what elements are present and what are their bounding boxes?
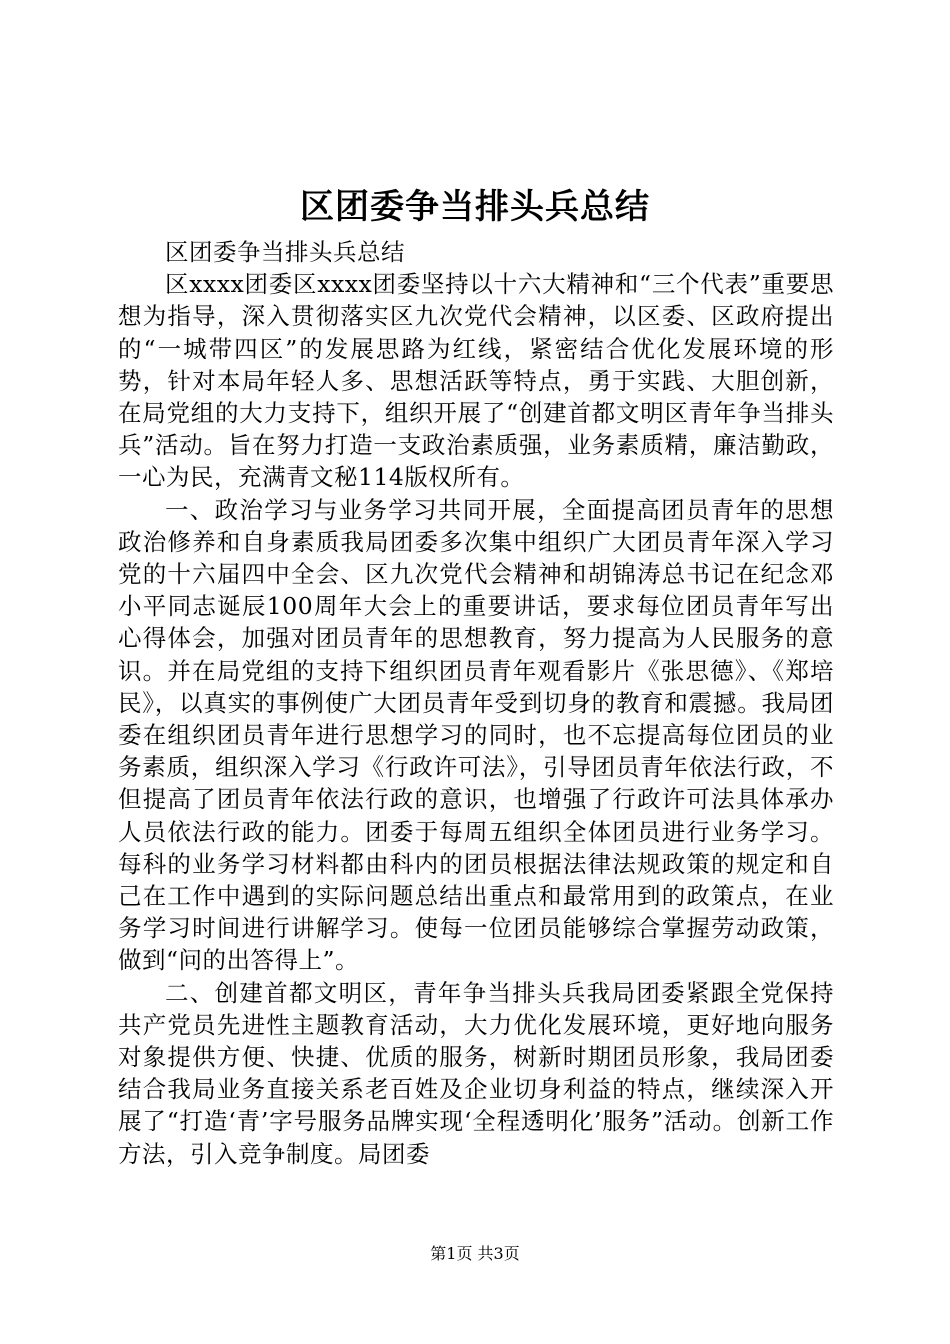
page-number-footer: 第1页 共3页 (430, 1244, 520, 1263)
paragraph-section-one: 一、政治学习与业务学习共同开展，全面提高团员青年的思想政治修养和自身素质我局团委多次集中组织广大团员青年深入学习党的十六届四中全会、区九次党代会精神和胡锦涛总书记在纪念邓小平同志诞辰100周年大会上的重要讲话，要求每位团员青年写出心得体会，加强对团员青年的思想教育，努力提高为人民服务的意识。并在局党组的支持下组织团员青年观看影片《张思德》、《郑培民》，以真实的事例使广大团员青年受到切身的教育和震撼。我局团委在组织团员青年进行思想学习的同时，也不忘提高每位团员的业务素质，组织深入学习《行政许可法》，引导团员青年依法行政，不但提高了团员青年依法行政的意识，也增强了行政许可法具体承办人员依法行政的能力。团委于每周五组织全体团员进行业务学习。每科的业务学习材料都由科内的团员根据法律法规政策的规定和自己在工作中遇到的实际问题总结出重点和最常用到的政策点，在业务学习时间进行讲解学习。使每一位团员能够综合掌握劳动政策，做到“问的出答得上”。 (118, 495, 834, 975)
paragraph-section-two: 二、创建首都文明区，青年争当排头兵我局团委紧跟全党保持共产党员先进性主题教育活动，大力优化发展环境，更好地向服务对象提供方便、快捷、优质的服务，树新时期团员形象，我局团委结合我局业务直接关系老百姓及企业切身利益的特点，继续深入开展了“打造‘青’字号服务品牌实现‘全程透明化’服务”活动。创新工作方法，引入竞争制度。局团委 (118, 978, 834, 1168)
paragraph-subtitle: 区团委争当排头兵总结 (165, 238, 405, 266)
document-body (118, 236, 834, 1170)
document-title: 区团委争当排头兵总结 (300, 187, 650, 227)
paragraph-intro: 区xxxx团委区xxxx团委坚持以十六大精神和“三个代表”重要思想为指导，深入贯彻落实区九次党代会精神，以区委、区政府提出的“一城带四区”的发展思路为红线，紧密结合优化发展环境的形势，针对本局年轻人多、思想活跃等特点，勇于实践、大胆创新，在局党组的大力支持下，组织开展了“创建首都文明区青年争当排头兵”活动。旨在努力打造一支政治素质强，业务素质精，廉洁勤政，一心为民，充满青文秘114版权所有。 (118, 270, 834, 492)
